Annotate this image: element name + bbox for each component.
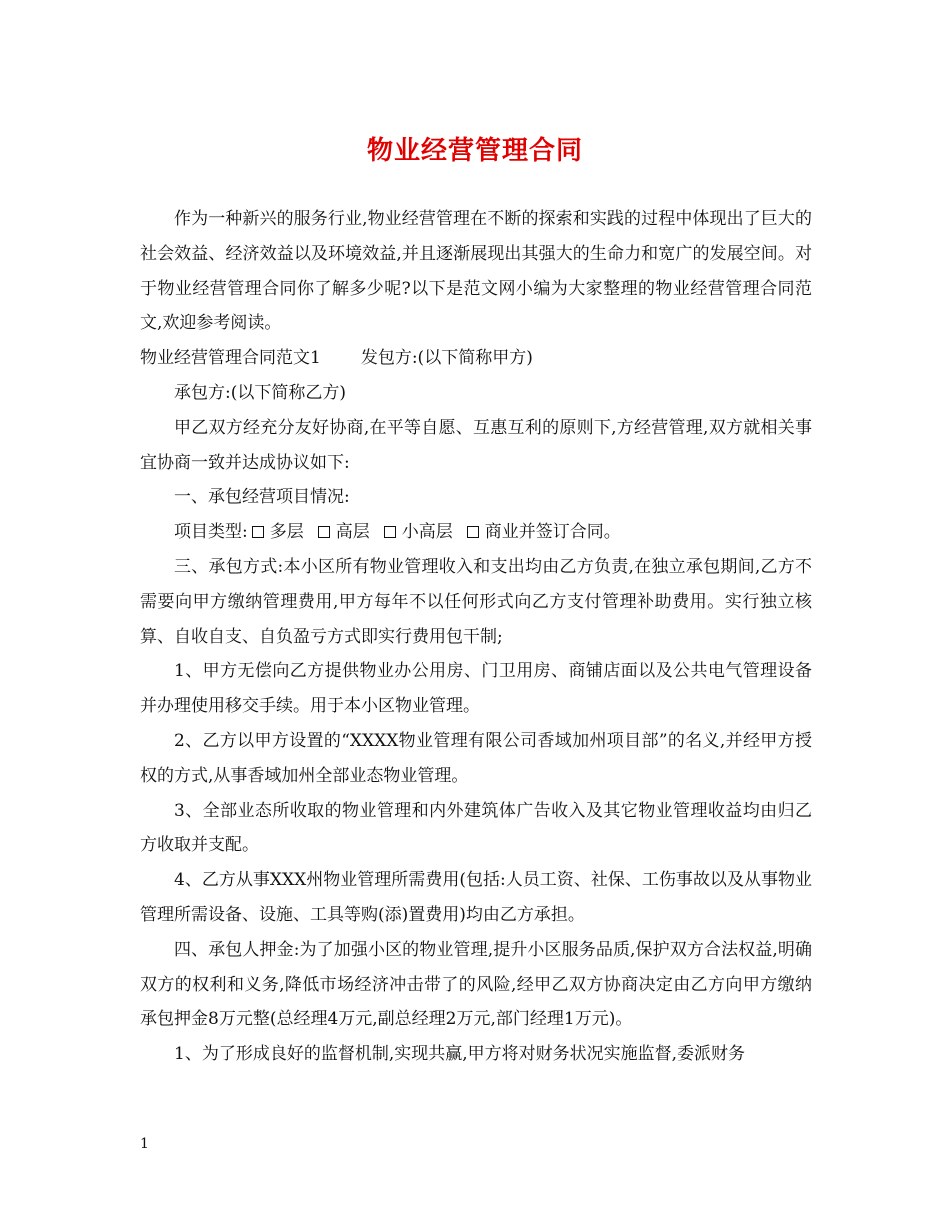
option-high-rise: 高层: [335, 522, 370, 543]
section-4-paragraph: 四、承包人押金:为了加强小区的物业管理,提升小区服务品质,保护双方合法权益,明确双方的权利和义务,降低市场经济冲击带了的风险,经甲乙双方协商决定由乙方向甲方缴纳承包押金8万元整(总经理4万元,副总经理2万元,部门经理1万元)。: [140, 939, 812, 1030]
party-b-line: 承包方:(以下简称乙方): [174, 382, 346, 403]
intro-paragraph: 作为一种新兴的服务行业,物业经营管理在不断的探索和实践的过程中体现出了巨大的社会效益、经济效益以及环境效益,并且逐渐展现出其强大的生命力和宽广的发展空间。对于物业经营管理合同你了解多少呢?以下是范文网小编为大家整理的物业经营管理合同范文,欢迎参考阅读。: [140, 209, 812, 334]
option-multi-storey: 多层: [269, 522, 304, 543]
sample-header-line: [140, 341, 812, 376]
clause-3-3: 3、全部业态所收取的物业管理和内外建筑体广告收入及其它物业管理收益均由归乙方收取并支配。: [140, 800, 812, 856]
clause-3-2: 2、乙方以甲方设置的“XXXX物业管理有限公司香域加州项目部”的名义,并经甲方授权的方式,从事香域加州全部业态物业管理。: [140, 730, 812, 786]
document-body: [140, 202, 812, 1072]
checkbox-small-high-rise[interactable]: [384, 526, 396, 538]
checkbox-commercial[interactable]: [467, 526, 479, 538]
project-type-line: [140, 515, 812, 550]
section-3-paragraph: 三、承包方式:本小区所有物业管理收入和支出均由乙方负责,在独立承包期间,乙方不需要向甲方缴纳管理费用,甲方每年不以任何形式向乙方支付管理补助费用。实行独立核算、自收自支、自负盈亏方式即实行费用包干制;: [140, 556, 812, 647]
option-commercial: 商业并签订合同。: [484, 522, 621, 543]
clause-3-1: 1、甲方无偿向乙方提供物业办公用房、门卫用房、商铺店面以及公共电气管理设备并办理使用移交手续。用于本小区物业管理。: [140, 661, 812, 717]
checkbox-multi-storey[interactable]: [252, 526, 264, 538]
party-a-line: 发包方:(以下简称甲方): [360, 348, 533, 369]
project-type-label: 项目类型:: [174, 522, 248, 543]
option-small-high-rise: 小高层: [401, 522, 453, 543]
agreement-paragraph: 甲乙双方经充分友好协商,在平等自愿、互惠互利的原则下,方经营管理,双方就相关事宜协商一致并达成协议如下:: [140, 417, 812, 473]
document-title: 物业经营管理合同: [366, 136, 583, 166]
checkbox-high-rise[interactable]: [318, 526, 330, 538]
clause-3-4: 4、乙方从事XXX州物业管理所需费用(包括:人员工资、社保、工伤事故以及从事物业管理所需设备、设施、工具等购(添)置费用)均由乙方承担。: [140, 870, 812, 925]
clause-4-1: 1、为了形成良好的监督机制,实现共赢,甲方将对财务状况实施监督,委派财务: [174, 1044, 746, 1065]
section-1-heading: 一、承包经营项目情况:: [174, 487, 350, 508]
page-number: 1: [140, 1136, 149, 1152]
sample-title: 物业经营管理合同范文1: [140, 348, 321, 369]
